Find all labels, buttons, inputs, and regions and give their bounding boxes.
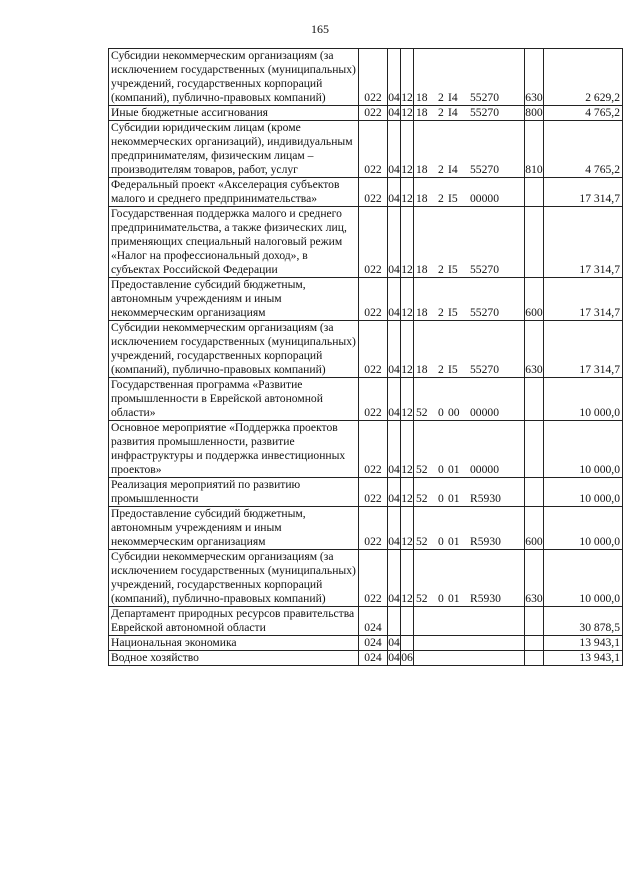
target-article-cell: [414, 321, 525, 378]
target-article-part: 55270: [470, 363, 499, 376]
department-code-cell: 022: [359, 421, 388, 478]
target-article-part: 01: [448, 463, 460, 476]
target-article-part: 01: [448, 535, 460, 548]
subsection-code-cell: 12: [401, 121, 414, 178]
target-article-part: 2: [438, 363, 444, 376]
expense-type-cell: [525, 478, 544, 507]
section-code-cell: 04: [388, 421, 401, 478]
target-article-part: 00000: [470, 192, 499, 205]
target-article-part: 52: [416, 492, 428, 505]
subsection-code-cell: 12: [401, 106, 413, 119]
target-article-code: [416, 163, 522, 177]
expense-type-cell: [525, 651, 544, 666]
section-code-cell: 04: [388, 651, 400, 664]
expense-type-cell: [525, 636, 544, 651]
expense-type-cell: 600: [525, 278, 544, 321]
target-article-code: [416, 535, 522, 549]
row-name-cell: Предоставление субсидий бюджетным, автономным учреждениям и иным некоммерческим организациям: [109, 278, 359, 321]
target-article-part: I4: [448, 163, 458, 176]
target-article-code: [416, 492, 522, 506]
target-article-part: 2: [438, 106, 444, 119]
target-article-part: 52: [416, 406, 428, 419]
row-name-cell: Субсидии некоммерческим организациям (за исключением государственных (муниципальных) учреждений, государственных корпораций (компаний), публично-правовых компаний): [109, 550, 359, 607]
target-article-code: [416, 192, 522, 206]
target-article-code: [416, 406, 522, 420]
table-row: [109, 321, 623, 378]
target-article-part: 00000: [470, 463, 499, 476]
table-row: [109, 550, 623, 607]
row-name-cell: Субсидии некоммерческим организациям (за исключением государственных (муниципальных) учреждений, государственных корпораций (компаний), публично-правовых компаний): [109, 49, 359, 106]
subsection-code-cell: 12: [401, 178, 414, 207]
section-code-cell: 04: [388, 106, 400, 119]
target-article-code: [416, 106, 522, 120]
amount-cell: 13 943,1: [544, 651, 623, 666]
expense-type-cell: 630: [525, 550, 544, 607]
amount-cell: 13 943,1: [544, 636, 623, 651]
amount-cell: 17 314,7: [544, 278, 623, 321]
target-article-cell: [414, 49, 525, 106]
target-article-part: 00: [448, 406, 460, 419]
department-code-cell: 022: [359, 121, 388, 178]
table-row: [109, 378, 623, 421]
target-article-part: 0: [438, 492, 444, 505]
table-row: [109, 607, 623, 636]
target-article-part: R5930: [470, 592, 501, 605]
target-article-part: 01: [448, 592, 460, 605]
row-name-cell: Иные бюджетные ассигнования: [109, 106, 359, 121]
department-code-cell: 024: [359, 607, 388, 636]
target-article-part: I4: [448, 91, 458, 104]
table-row: [109, 49, 623, 106]
amount-cell: 10 000,0: [544, 507, 623, 550]
target-article-part: 18: [416, 106, 428, 119]
department-code-cell: 022: [359, 478, 388, 507]
target-article-part: 18: [416, 163, 428, 176]
target-article-code: [416, 263, 522, 277]
target-article-part: 0: [438, 463, 444, 476]
target-article-cell: [414, 507, 525, 550]
subsection-code-cell: 12: [401, 550, 414, 607]
target-article-cell: [414, 478, 525, 507]
target-article-part: 55270: [470, 263, 499, 276]
row-name-cell: Национальная экономика: [109, 636, 359, 651]
department-code-cell: 022: [359, 178, 388, 207]
row-name-cell: Государственная поддержка малого и среднего предпринимательства, а также физических лиц, применяющих специальный налоговый режим «Налог на профессиональный доход», в субъектах Российской Федерации: [109, 207, 359, 278]
amount-cell: 10 000,0: [544, 550, 623, 607]
amount-cell: 4 765,2: [544, 106, 623, 121]
target-article-part: I5: [448, 192, 458, 205]
target-article-cell: [414, 421, 525, 478]
target-article-cell: [414, 636, 525, 651]
amount-cell: 10 000,0: [544, 421, 623, 478]
section-code-cell: 04: [388, 478, 401, 507]
expense-type-cell: 630: [525, 321, 544, 378]
target-article-cell: [414, 207, 525, 278]
department-code-cell: 022: [359, 550, 388, 607]
row-name-cell: Субсидии юридическим лицам (кроме некоммерческих организаций), индивидуальным предпринимателям, физическим лицам – производителям товаров, работ, услуг: [109, 121, 359, 178]
target-article-part: 2: [438, 263, 444, 276]
target-article-part: 18: [416, 192, 428, 205]
table-row: [109, 478, 623, 507]
amount-cell: 10 000,0: [544, 378, 623, 421]
section-code-cell: 04: [388, 178, 401, 207]
target-article-part: 0: [438, 592, 444, 605]
target-article-part: 18: [416, 263, 428, 276]
expense-type-cell: [525, 178, 544, 207]
target-article-part: 18: [416, 91, 428, 104]
subsection-code-cell: 12: [401, 321, 414, 378]
section-code-cell: 04: [388, 378, 401, 421]
section-code-cell: 04: [388, 278, 401, 321]
row-name-cell: Государственная программа «Развитие промышленности в Еврейской автономной области»: [109, 378, 359, 421]
target-article-part: 00000: [470, 406, 499, 419]
target-article-part: I5: [448, 306, 458, 319]
target-article-part: 52: [416, 535, 428, 548]
section-code-cell: 04: [388, 207, 401, 278]
department-code-cell: 022: [359, 278, 388, 321]
amount-cell: 2 629,2: [544, 49, 623, 106]
target-article-code: [416, 306, 522, 320]
department-code-cell: 022: [359, 49, 388, 106]
department-code-cell: 022: [359, 321, 388, 378]
target-article-part: 55270: [470, 163, 499, 176]
target-article-part: 2: [438, 163, 444, 176]
section-code-cell: 04: [388, 550, 401, 607]
target-article-cell: [414, 607, 525, 636]
row-name-cell: Реализация мероприятий по развитию промышленности: [109, 478, 359, 507]
department-code-cell: 024: [359, 651, 388, 666]
expense-type-cell: [525, 421, 544, 478]
department-code-cell: 022: [359, 207, 388, 278]
target-article-part: I4: [448, 106, 458, 119]
target-article-cell: [414, 550, 525, 607]
target-article-part: 2: [438, 192, 444, 205]
row-name-cell: Федеральный проект «Акселерация субъектов малого и среднего предпринимательства»: [109, 178, 359, 207]
target-article-part: R5930: [470, 535, 501, 548]
target-article-code: [416, 592, 522, 606]
row-name-cell: Водное хозяйство: [109, 651, 359, 666]
subsection-code-cell: 12: [401, 278, 414, 321]
expense-type-cell: [525, 607, 544, 636]
department-code-cell: 022: [359, 507, 388, 550]
section-code-cell: 04: [388, 321, 401, 378]
target-article-part: 0: [438, 406, 444, 419]
expense-type-cell: [525, 378, 544, 421]
target-article-cell: [414, 378, 525, 421]
target-article-part: I5: [448, 363, 458, 376]
subsection-code-cell: 12: [401, 378, 414, 421]
table-row: [109, 278, 623, 321]
table-row: [109, 507, 623, 550]
expense-type-cell: [525, 207, 544, 278]
target-article-part: R5930: [470, 492, 501, 505]
target-article-cell: [414, 178, 525, 207]
target-article-cell: [414, 106, 525, 121]
subsection-code-cell: 12: [401, 507, 414, 550]
row-name-cell: Субсидии некоммерческим организациям (за исключением государственных (муниципальных) учреждений, государственных корпораций (компаний), публично-правовых компаний): [109, 321, 359, 378]
table-row: [109, 106, 623, 121]
department-code-cell: 022: [359, 106, 388, 121]
target-article-code: [416, 363, 522, 377]
target-article-part: 52: [416, 463, 428, 476]
target-article-part: 18: [416, 363, 428, 376]
budget-table: [108, 48, 623, 666]
target-article-part: 01: [448, 492, 460, 505]
subsection-code-cell: 12: [401, 478, 414, 507]
target-article-part: 55270: [470, 106, 499, 119]
target-article-code: [416, 463, 522, 477]
target-article-cell: [414, 278, 525, 321]
table-row: [109, 207, 623, 278]
budget-table-body: [109, 49, 623, 666]
department-code-cell: 024: [359, 636, 388, 651]
section-code-cell: [388, 607, 401, 636]
amount-cell: 17 314,7: [544, 207, 623, 278]
expense-type-cell: 800: [525, 106, 543, 119]
row-name-cell: Департамент природных ресурсов правительства Еврейской автономной области: [109, 607, 359, 636]
amount-cell: 4 765,2: [544, 121, 623, 178]
amount-cell: 17 314,7: [544, 178, 623, 207]
row-name-cell: Предоставление субсидий бюджетным, автономным учреждениям и иным некоммерческим организациям: [109, 507, 359, 550]
expense-type-cell: 630: [525, 49, 544, 106]
subsection-code-cell: 12: [401, 207, 414, 278]
row-name-cell: Основное мероприятие «Поддержка проектов развития промышленности, развитие инфраструктуры и поддержка инвестиционных проектов»: [109, 421, 359, 478]
target-article-part: 52: [416, 592, 428, 605]
table-row: [109, 636, 623, 651]
section-code-cell: 04: [388, 636, 400, 649]
target-article-cell: [414, 121, 525, 178]
subsection-code-cell: 06: [401, 651, 413, 664]
department-code-cell: 022: [359, 378, 388, 421]
target-article-part: 18: [416, 306, 428, 319]
table-row: [109, 651, 623, 666]
subsection-code-cell: 12: [401, 421, 414, 478]
section-code-cell: 04: [388, 507, 401, 550]
section-code-cell: 04: [388, 121, 401, 178]
target-article-part: 2: [438, 306, 444, 319]
amount-cell: 10 000,0: [544, 478, 623, 507]
amount-cell: 17 314,7: [544, 321, 623, 378]
table-row: [109, 178, 623, 207]
target-article-part: 2: [438, 91, 444, 104]
target-article-part: 0: [438, 535, 444, 548]
expense-type-cell: 600: [525, 507, 544, 550]
subsection-code-cell: [401, 636, 414, 651]
target-article-part: 55270: [470, 306, 499, 319]
target-article-part: 55270: [470, 91, 499, 104]
target-article-cell: [414, 651, 525, 666]
section-code-cell: 04: [388, 49, 401, 106]
subsection-code-cell: 12: [401, 49, 414, 106]
amount-cell: 30 878,5: [544, 607, 623, 636]
table-row: [109, 421, 623, 478]
subsection-code-cell: [401, 607, 414, 636]
page-number: 165: [311, 22, 329, 36]
target-article-part: I5: [448, 263, 458, 276]
target-article-code: [416, 91, 522, 105]
expense-type-cell: 810: [525, 121, 544, 178]
table-row: [109, 121, 623, 178]
